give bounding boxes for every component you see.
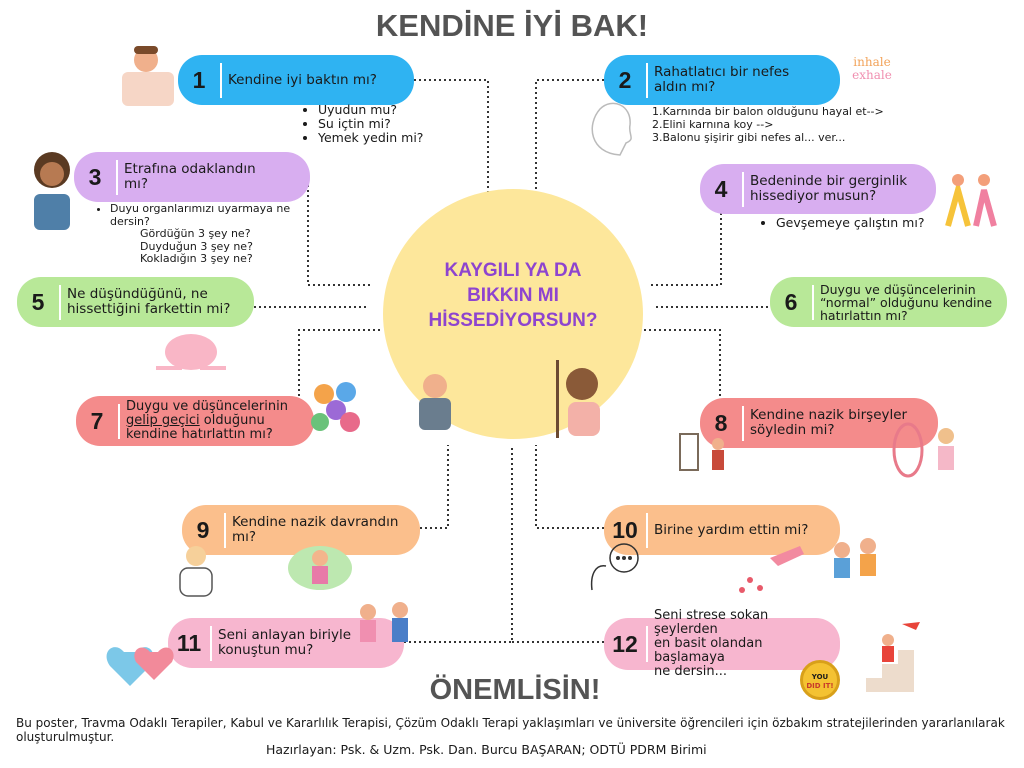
item-4-bullets: • Gevşemeye çalıştın mı?	[776, 216, 924, 230]
self-love-mirror-icon	[890, 420, 966, 480]
meditating-brain-icon	[146, 330, 236, 378]
hug-nature-icon	[284, 540, 356, 592]
talking-friends-icon	[354, 600, 416, 648]
inhale-exhale-logo: inhale exhale	[852, 55, 892, 82]
important-slogan: ÖNEMLİSİN!	[429, 674, 601, 706]
hearts-icon	[104, 636, 184, 692]
helping-kids-icon	[826, 536, 884, 592]
sleeping-person-icon	[118, 42, 178, 108]
watering-hearts-icon	[730, 540, 806, 596]
thinking-head-icon	[586, 540, 642, 592]
item-12: 12 Seni strese sokan şeylerden en basit olandan başlamaya ne dersin...	[604, 618, 840, 670]
poster-title: KENDİNE İYİ BAK!	[375, 8, 649, 43]
item-2: 2 Rahatlatıcı bir nefes aldın mı?	[604, 55, 840, 105]
item-7: 7 Duygu ve düşüncelerinin gelip geçici olduğunu kendine hatırlattın mı?	[76, 396, 314, 446]
item-2-steps: 1.Karnında bir balon olduğunu hayal et--> 2.Elini karnına koy --> 3.Balonu şişirir gibi nefes al... ver...	[652, 105, 884, 144]
stressed-person-icon	[405, 368, 465, 432]
stretching-people-icon	[936, 160, 1002, 228]
item-4: 4 Bedeninde bir gerginlik hissediyor musun?	[700, 164, 936, 214]
item-1-bullets: • Uyudun mu? • Su içtin mi? • Yemek yedin mi?	[318, 103, 423, 145]
connector-8	[641, 330, 720, 396]
connector-11	[404, 445, 512, 642]
connector-9	[420, 445, 448, 528]
item-3-bullets: • Duyu organlarımızı uyarmaya ne dersin?	[96, 203, 290, 228]
mirror-talk-icon	[676, 432, 736, 476]
climbing-stairs-icon	[862, 620, 926, 694]
item-11: 11 Seni anlayan biriyle konuştun mu?	[168, 618, 404, 668]
speech-bubbles-icon	[308, 378, 366, 438]
item-10: 10 Birine yardım ettin mi?	[604, 505, 840, 555]
item-8: 8 Kendine nazik birşeyler söyledin mi?	[700, 398, 938, 448]
item-3-senses: Gördüğün 3 şey ne? Duyduğun 3 şey ne? Kokladığın 3 şey ne?	[140, 227, 253, 265]
source-note: Bu poster, Travma Odaklı Terapiler, Kabul ve Kararlılık Terapisi, Çözüm Odaklı Terapi yaklaşımları ve üniversite öğrencileri için özbakım stratejilerinden yararlanılarak oluşturulmuştur.	[16, 716, 1005, 744]
connector-1	[414, 80, 488, 196]
item-5: 5 Ne düşündüğünü, ne hissettiğini farkettin mi?	[17, 277, 254, 327]
item-6: 6 Duygu ve düşüncelerinin “normal” olduğunu kendine hatırlattın mı?	[770, 277, 1007, 327]
item-9: 9 Kendine nazik davrandın mı?	[182, 505, 420, 555]
self-hug-icon	[172, 540, 220, 598]
item-1: 1 Kendine iyi baktın mı?	[178, 55, 414, 105]
focused-person-icon	[22, 148, 82, 232]
connector-10	[536, 445, 604, 528]
sad-woman-icon	[550, 360, 606, 438]
credit-line: Hazırlayan: Psk. & Uzm. Psk. Dan. Burcu BAŞARAN; ODTÜ PDRM Birimi	[266, 742, 707, 757]
center-question: KAYGILI YA DA BIKKIN MI HİSSEDİYORSUN?	[428, 260, 598, 331]
connector-3	[308, 180, 372, 285]
you-did-it-badge: YOU DID IT!	[800, 660, 840, 700]
breathing-head-icon	[580, 95, 640, 161]
item-3: 3 Etrafına odaklandın mı?	[74, 152, 310, 202]
